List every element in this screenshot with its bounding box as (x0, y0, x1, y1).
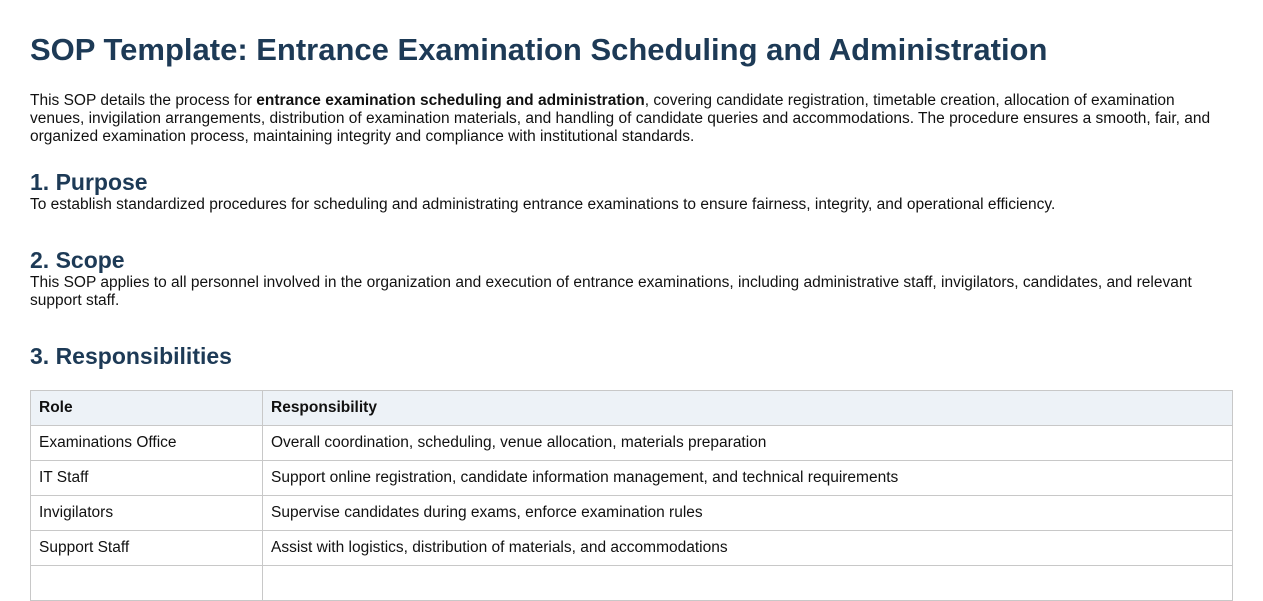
responsibility-cell: Support online registration, candidate information management, and technical requirements (263, 461, 1233, 496)
intro-paragraph (30, 92, 1233, 146)
table-row (31, 426, 1233, 461)
table-row (31, 566, 1233, 601)
responsibility-cell: Overall coordination, scheduling, venue allocation, materials preparation (263, 426, 1233, 461)
role-cell: Invigilators (31, 496, 263, 531)
table-row (31, 496, 1233, 531)
purpose-text: To establish standardized procedures for scheduling and administrating entrance examinations to ensure fairness, integrity, and operational efficiency. (30, 196, 1056, 213)
role-cell: Examinations Office (31, 426, 263, 461)
role-cell: IT Staff (31, 461, 263, 496)
responsibilities-table (30, 390, 1233, 601)
role-cell: Support Staff (31, 531, 263, 566)
table-header-row (31, 391, 1233, 426)
role-cell (31, 566, 263, 601)
responsibility-cell: Supervise candidates during exams, enforce examination rules (263, 496, 1233, 531)
intro-bold-term: entrance examination scheduling and administration (256, 92, 645, 109)
intro-text-end: , covering candidate registration, timetable creation, allocation of examination venues, invigilation arrangements, distribution of examination materials, and handling of candidate queries and accommodations. The procedure ensures a smooth, fair, and organized examination process, maintaining integrity and compliance with institutional standards. (30, 92, 1211, 145)
scope-text: This SOP applies to all personnel involved in the organization and execution of entrance examinations, including administrative staff, invigilators, candidates, and relevant support staff. (30, 274, 1192, 309)
table-header-role: Role (31, 391, 263, 426)
table-header-responsibility: Responsibility (263, 391, 1233, 426)
purpose-heading: 1. Purpose (30, 169, 148, 195)
responsibility-cell (263, 566, 1233, 601)
table-row (31, 531, 1233, 566)
page-title: SOP Template: Entrance Examination Scheduling and Administration (30, 32, 1048, 67)
intro-text-start: This SOP details the process for (30, 92, 257, 109)
scope-heading: 2. Scope (30, 247, 125, 273)
table-row (31, 461, 1233, 496)
responsibilities-heading: 3. Responsibilities (30, 343, 232, 369)
responsibility-cell: Assist with logistics, distribution of materials, and accommodations (263, 531, 1233, 566)
